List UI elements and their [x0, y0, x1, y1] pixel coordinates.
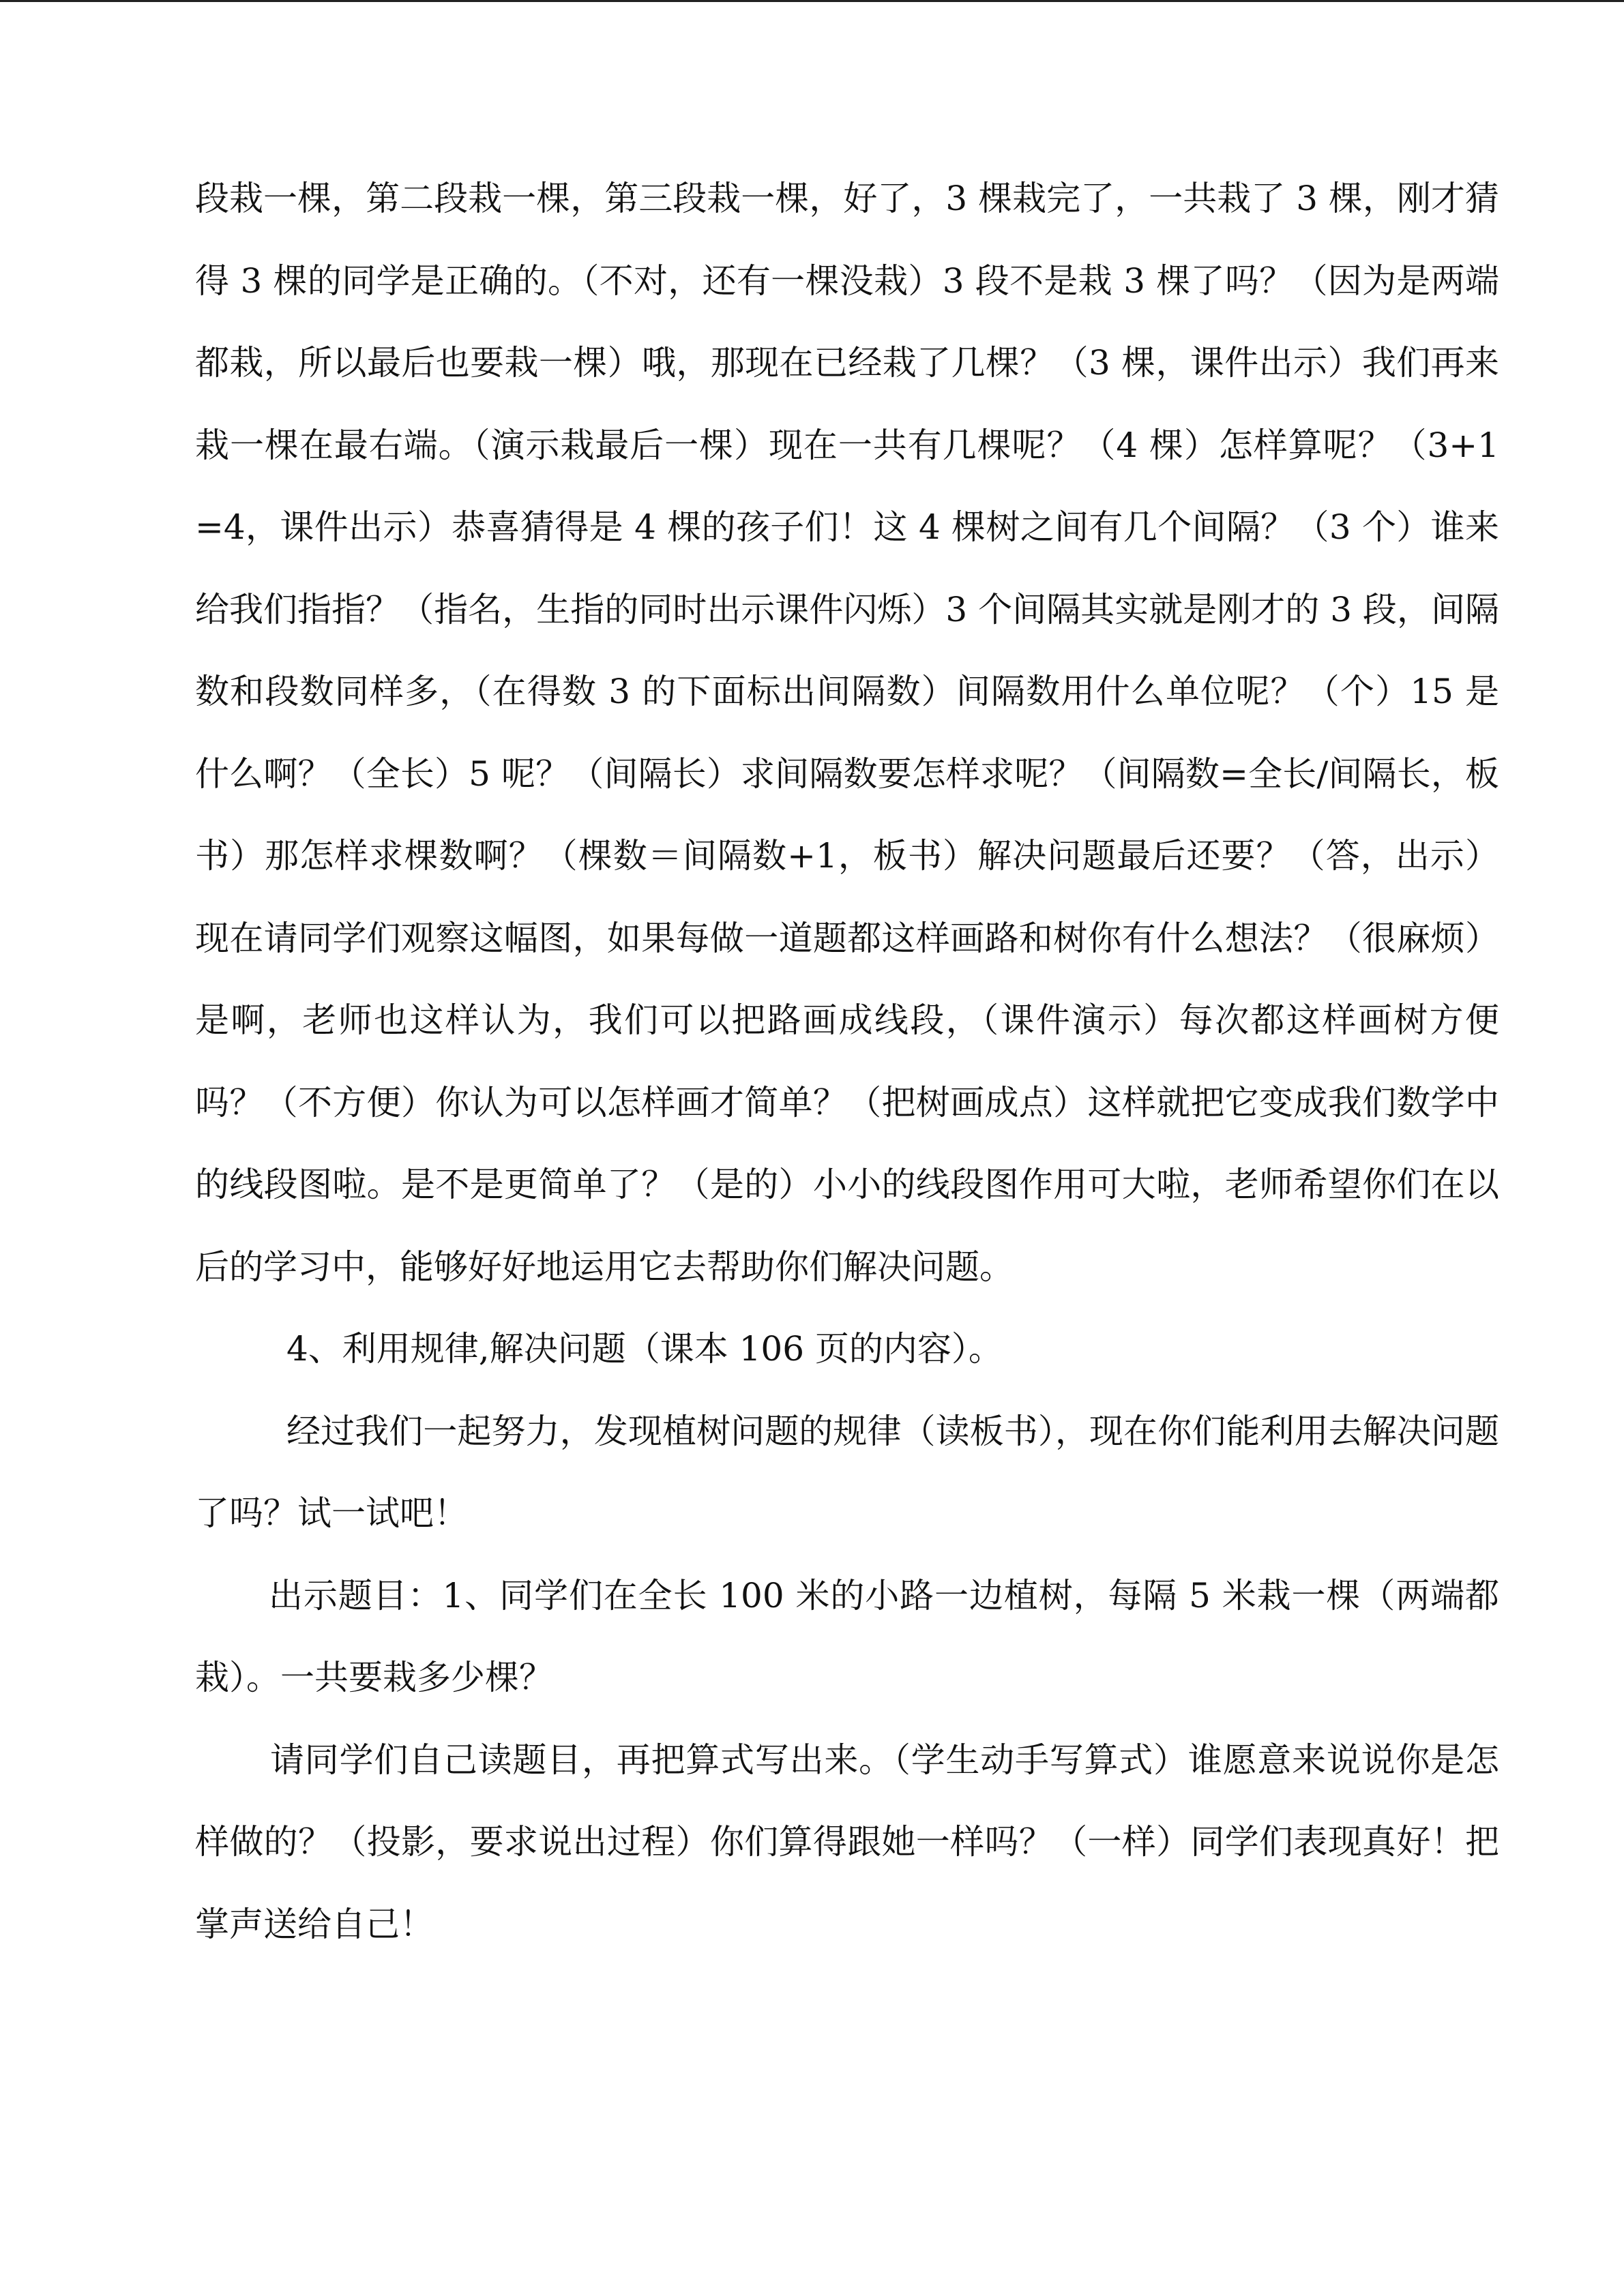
paragraph-pattern-summary: 经过我们一起努力，发现植树问题的规律（读板书），现在你们能利用去解决问题了吗？试一试吧！	[195, 1411, 1499, 1533]
document-body	[195, 158, 1499, 1965]
paragraph-student-activity: 请同学们自己读题目，再把算式写出来。（学生动手写算式）谁愿意来说说你是怎样做的？（投影，要求说出过程）你们算得跟她一样吗？（一样）同学们表现真好！把掌声送给自己！	[195, 1740, 1499, 1944]
paragraph-tree-planting-explanation: 段栽一棵，第二段栽一棵，第三段栽一棵，好了，3 棵栽完了，一共栽了 3 棵，刚才猜得 3 棵的同学是正确的。（不对，还有一棵没栽）3 段不是栽 3 棵了吗？（因为是两端都栽，所以最后也要栽一棵）哦，那现在已经栽了几棵？（3 棵，课件出示）我们再来栽一棵在最右端。（演示栽最后一棵）现在一共有几棵呢？（4 棵）怎样算呢？（3+1=4，课件出示）恭喜猜得是 4 棵的孩子们！这 4 棵树之间有几个间隔？（3 个）谁来给我们指指？（指名，生指的同时出示课件闪烁）3 个间隔其实就是刚才的 3 段，间隔数和段数同样多，（在得数 3 的下面标出间隔数）间隔数用什么单位呢？（个）15 是什么啊？（全长）5 呢？（间隔长）求间隔数要怎样求呢？（间隔数=全长/间隔长，板书）那怎样求棵数啊？（棵数＝间隔数+1，板书）解决问题最后还要？（答，出示）现在请同学们观察这幅图，如果每做一道题都这样画路和树你有什么想法？（很麻烦）是啊，老师也这样认为，我们可以把路画成线段，（课件演示）每次都这样画树方便吗？（不方便）你认为可以怎样画才简单？（把树画成点）这样就把它变成我们数学中的线段图啦。是不是更简单了？（是的）小小的线段图作用可大啦，老师希望你们在以后的学习中，能够好好地运用它去帮助你们解决问题。	[195, 179, 1499, 1287]
paragraph-section-heading-4: 4、利用规律,解决问题（课本 106 页的内容）。	[286, 1329, 1003, 1369]
paragraph-exercise-question: 出示题目：1、同学们在全长 100 米的小路一边植树，每隔 5 米栽一棵（两端都栽）。一共要栽多少棵？	[195, 1575, 1499, 1697]
